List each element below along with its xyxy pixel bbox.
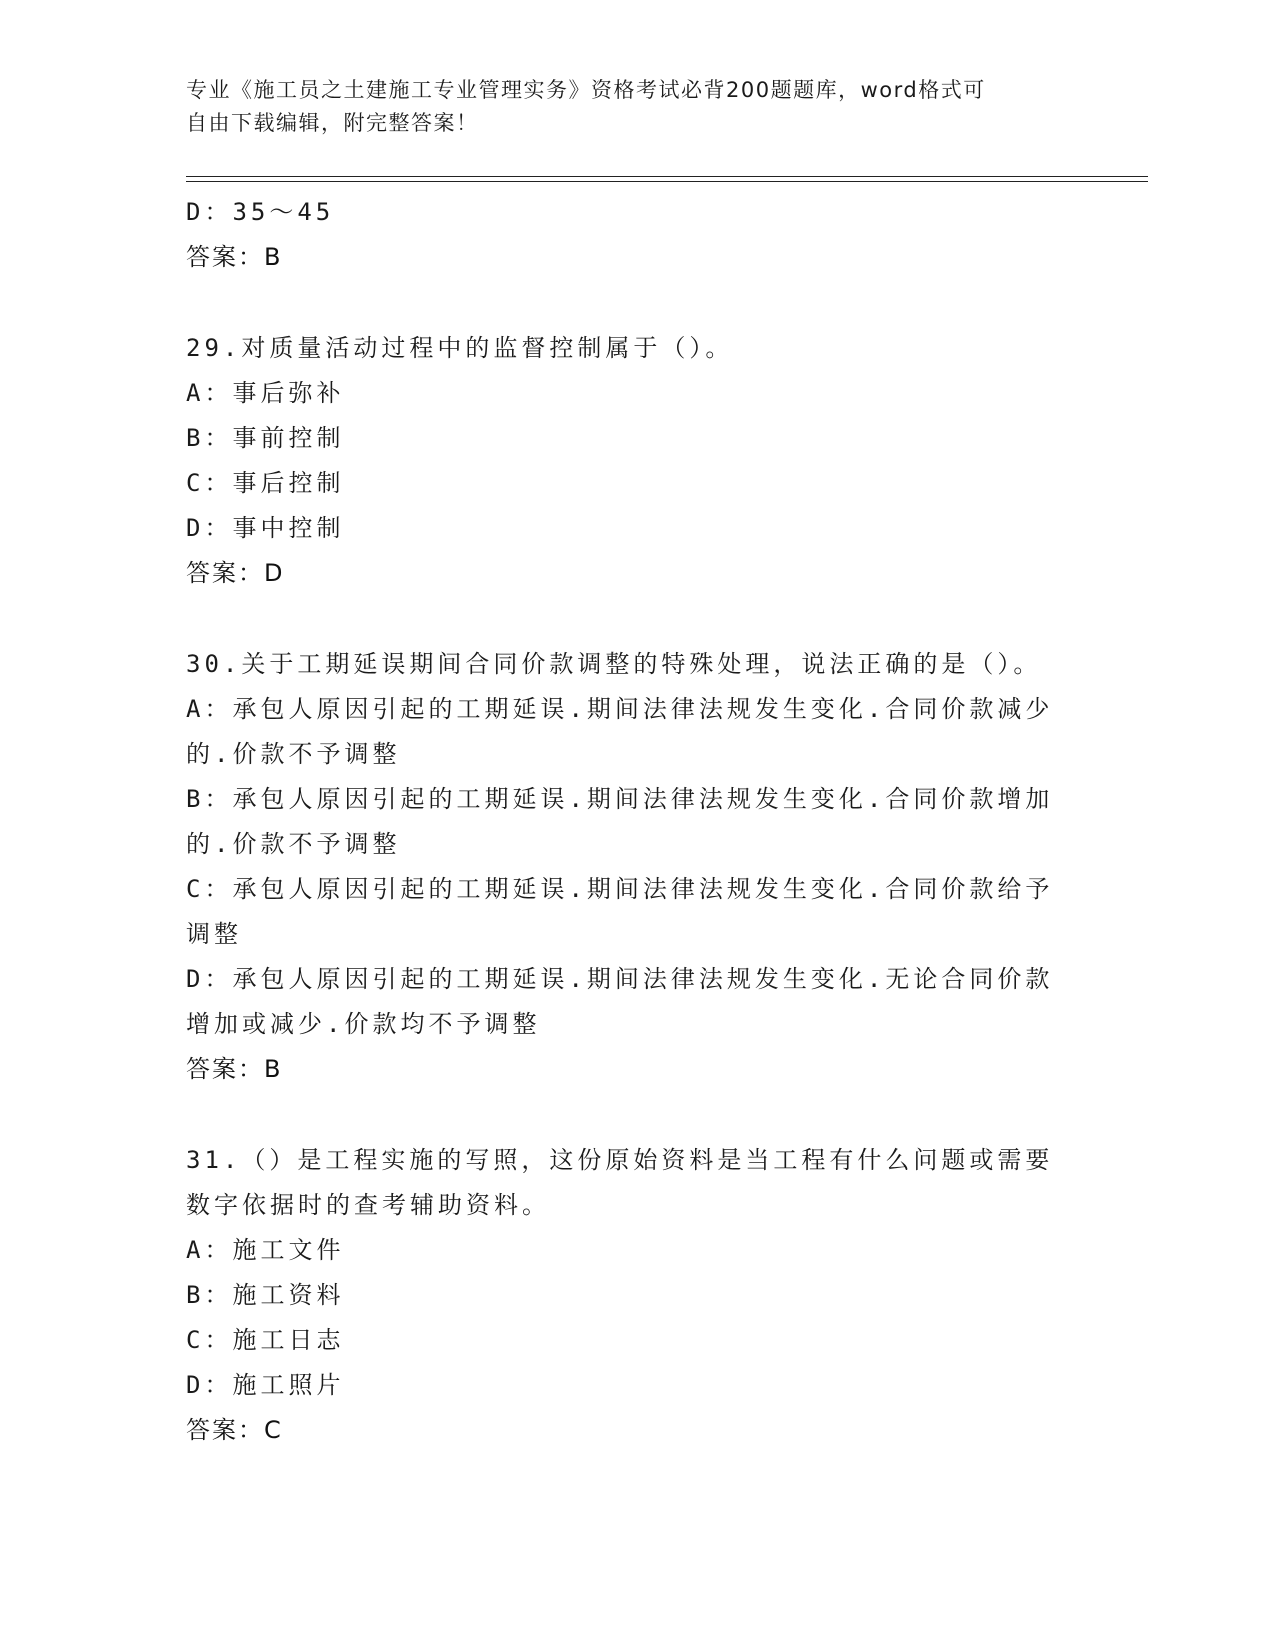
answer-label: 答案：D [186,559,285,587]
question-28-tail [186,190,1066,280]
question-stem: 31.（）是工程实施的写照，这份原始资料是当工程有什么问题或需要数字依据时的查考辅助资料。 [186,1146,1054,1219]
option-b: B：承包人原因引起的工期延误.期间法律法规发生变化.合同价款增加的.价款不予调整 [186,785,1054,858]
question-31 [186,1138,1066,1453]
option-a: A：施工文件 [186,1236,345,1264]
option-b: B：事前控制 [186,424,345,452]
document-body [186,190,1066,1453]
answer-label: 答案：C [186,1416,283,1444]
page-header [186,74,1066,140]
header-rule-top [186,176,1148,177]
question-30 [186,642,1066,1092]
option-c: C：施工日志 [186,1326,345,1354]
header-line-2: 自由下载编辑，附完整答案！ [186,111,479,135]
option-d: D：35～45 [186,198,335,226]
answer-label: 答案：B [186,1055,283,1083]
option-d: D：施工照片 [186,1371,345,1399]
option-c: C：事后控制 [186,469,345,497]
spacer [186,596,1066,642]
header-line-1: 专业《施工员之土建施工专业管理实务》资格考试必背200题题库，word格式可 [186,78,986,102]
header-rule-bottom [186,181,1148,182]
question-stem: 30.关于工期延误期间合同价款调整的特殊处理，说法正确的是（）。 [186,650,1042,678]
option-a: A：事后弥补 [186,379,345,407]
option-a: A：承包人原因引起的工期延误.期间法律法规发生变化.合同价款减少的.价款不予调整 [186,695,1054,768]
option-d: D：承包人原因引起的工期延误.期间法律法规发生变化.无论合同价款增加或减少.价款均不予调整 [186,965,1054,1038]
question-29 [186,326,1066,596]
question-stem: 29.对质量活动过程中的监督控制属于（）。 [186,334,734,362]
option-c: C：承包人原因引起的工期延误.期间法律法规发生变化.合同价款给予调整 [186,875,1054,948]
spacer [186,280,1066,326]
option-d: D：事中控制 [186,514,345,542]
answer-label: 答案：B [186,243,283,271]
option-b: B：施工资料 [186,1281,345,1309]
spacer [186,1092,1066,1138]
